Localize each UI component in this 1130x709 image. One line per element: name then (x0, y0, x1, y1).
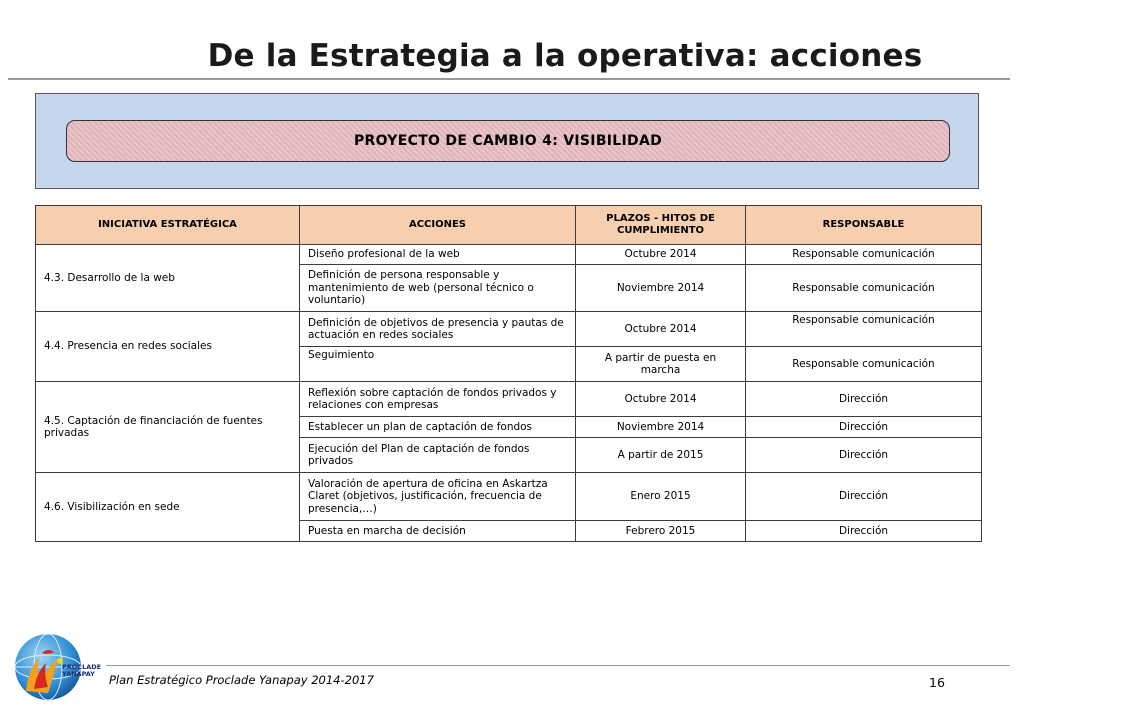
accion-cell: Definición de persona responsable y mantenimiento de web (personal técnico o voluntario) (300, 265, 576, 312)
table-row (36, 245, 982, 265)
footer-divider (106, 665, 1010, 666)
header-acciones: ACCIONES (300, 206, 576, 245)
plazo-cell: Febrero 2015 (576, 521, 746, 542)
table-row (36, 473, 982, 521)
iniciativa-cell: 4.3. Desarrollo de la web (36, 245, 300, 312)
table-row (36, 382, 982, 417)
iniciativa-cell: 4.4. Presencia en redes sociales (36, 312, 300, 382)
responsable-cell: Dirección (746, 417, 982, 438)
header-responsable: RESPONSABLE (746, 206, 982, 245)
table-row (36, 312, 982, 347)
project-banner (35, 93, 979, 189)
proclade-yanapay-logo (12, 631, 102, 703)
page-title: De la Estrategia a la operativa: acciones (207, 38, 923, 74)
responsable-cell: Responsable comunicación (746, 312, 982, 347)
responsable-cell: Responsable comunicación (746, 245, 982, 265)
page-number: 16 (929, 675, 945, 690)
plazo-cell: Octubre 2014 (576, 312, 746, 347)
accion-cell: Puesta en marcha de decisión (300, 521, 576, 542)
title-divider (8, 78, 1010, 80)
plazo-cell: A partir de puesta en marcha (576, 347, 746, 382)
responsable-cell: Dirección (746, 521, 982, 542)
header-iniciativa: INICIATIVA ESTRATÉGICA (36, 206, 300, 245)
responsable-cell: Dirección (746, 382, 982, 417)
accion-cell: Definición de objetivos de presencia y pautas de actuación en redes sociales (300, 312, 576, 347)
iniciativa-cell: 4.6. Visibilización en sede (36, 473, 300, 542)
iniciativa-cell: 4.5. Captación de financiación de fuentes privadas (36, 382, 300, 473)
plazo-cell: Noviembre 2014 (576, 265, 746, 312)
accion-cell: Establecer un plan de captación de fondos (300, 417, 576, 438)
responsable-cell: Responsable comunicación (746, 347, 982, 382)
actions-table (35, 205, 982, 542)
plazo-cell: Noviembre 2014 (576, 417, 746, 438)
responsable-cell: Responsable comunicación (746, 265, 982, 312)
accion-cell: Reflexión sobre captación de fondos privados y relaciones con empresas (300, 382, 576, 417)
plazo-cell: A partir de 2015 (576, 438, 746, 473)
responsable-cell: Dirección (746, 438, 982, 473)
accion-cell: Seguimiento (300, 347, 576, 382)
plazo-cell: Enero 2015 (576, 473, 746, 521)
accion-cell: Diseño profesional de la web (300, 245, 576, 265)
accion-cell: Ejecución del Plan de captación de fondos privados (300, 438, 576, 473)
logo-text-line2: YANAPAY (62, 670, 95, 678)
footer-text: Plan Estratégico Proclade Yanapay 2014-2017 (109, 673, 374, 687)
logo-text-line1: PROCLADE (62, 663, 102, 671)
plazo-cell: Octubre 2014 (576, 245, 746, 265)
accion-cell: Valoración de apertura de oficina en Askartza Claret (objetivos, justificación, frecuencia de presencia,…) (300, 473, 576, 521)
header-plazos: PLAZOS - HITOS DE CUMPLIMIENTO (576, 206, 746, 245)
project-banner-label: PROYECTO DE CAMBIO 4: VISIBILIDAD (66, 120, 950, 162)
responsable-cell: Dirección (746, 473, 982, 521)
table-header-row (36, 206, 982, 245)
plazo-cell: Octubre 2014 (576, 382, 746, 417)
